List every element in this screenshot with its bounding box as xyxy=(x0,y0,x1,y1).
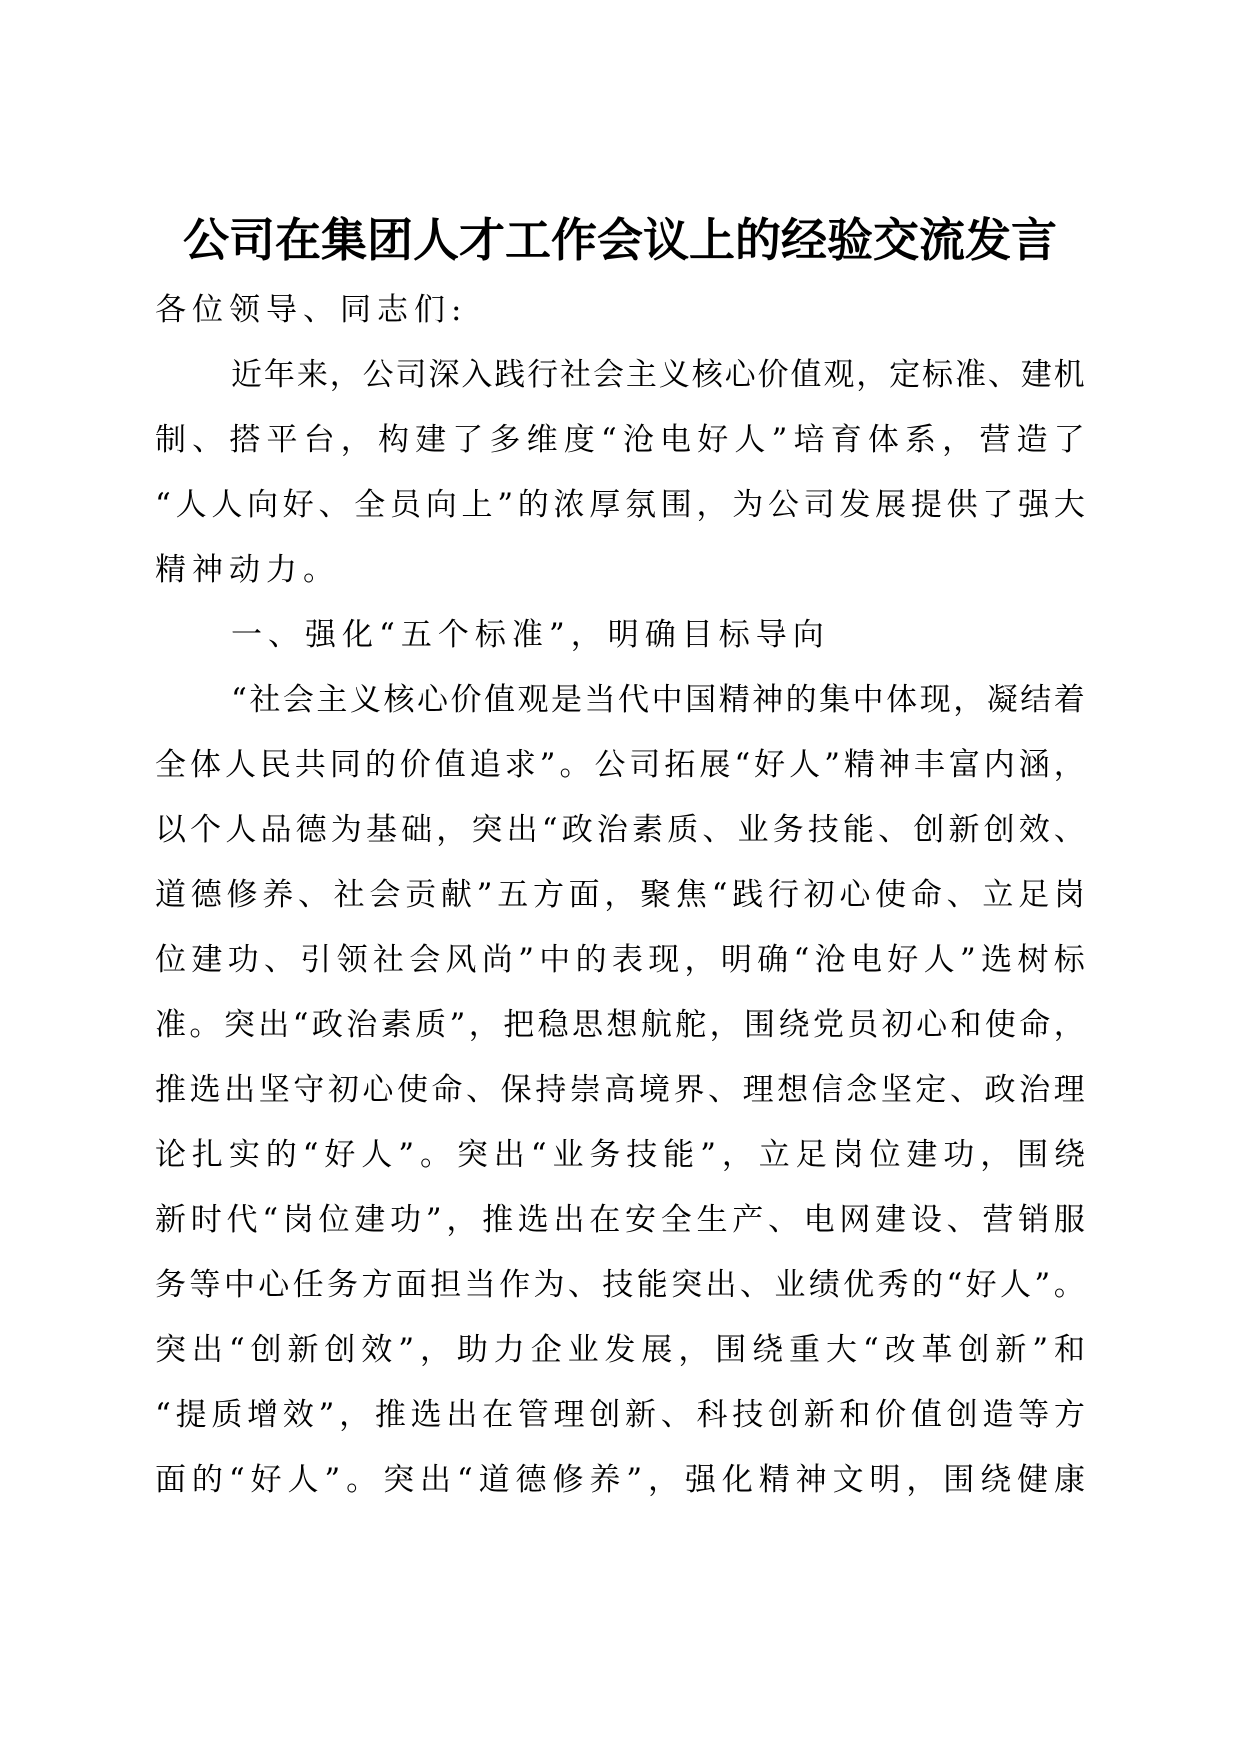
text-line: “ 提 质 增 效 ” ， 推 选 出 在 管 理 创 新 、 科 技 创 新 和 价 值 创 造 等 方 xyxy=(155,1397,1085,1433)
text-line: 推 选 出 坚 守 初 心 使 命 、 保 持 崇 高 境 界 、 理 想 信 念 坚 定 、 政 治 理 xyxy=(155,1072,1085,1108)
text-line: 各 位 领 导 、 同 志 们 : xyxy=(155,292,468,328)
text-line: 新 时 代 “ 岗 位 建 功 ” ， 推 选 出 在 安 全 生 产 、 电 网 建 设 、 营 销 服 xyxy=(155,1202,1085,1238)
text-line: 制 、 搭 平 台 ， 构 建 了 多 维 度 “ 沧 电 好 人 ” 培 育 体 系 ， 营 造 了 xyxy=(155,422,1085,458)
text-line: 精 神 动 力 。 xyxy=(155,552,340,588)
text-line: 近 年 来 ， 公 司 深 入 践 行 社 会 主 义 核 心 价 值 观 ， 定 标 准 、 建 机 xyxy=(231,357,1085,393)
text-line: “ 人 人 向 好 、 全 员 向 上 ” 的 浓 厚 氛 围 ， 为 公 司 发 展 提 供 了 强 大 xyxy=(155,487,1085,523)
text-line: 务 等 中 心 任 务 方 面 担 当 作 为 、 技 能 突 出 、 业 绩 优 秀 的 “ 好 人 ” 。 xyxy=(155,1267,1085,1303)
text-line: 道 德 修 养 、 社 会 贡 献 ” 五 方 面 ， 聚 焦 “ 践 行 初 心 使 命 、 立 足 岗 xyxy=(155,877,1085,913)
document-body xyxy=(155,278,1085,1513)
text-line: 一 、 强 化 “ 五 个 标 准 ” ， 明 确 目 标 导 向 xyxy=(231,617,830,653)
text-line: 位 建 功 、 引 领 社 会 风 尚 ” 中 的 表 现 ， 明 确 “ 沧 电 好 人 ” 选 树 标 xyxy=(155,942,1085,978)
text-line: 全 体 人 民 共 同 的 价 值 追 求 ” 。 公 司 拓 展 “ 好 人 ” 精 神 丰 富 内 涵 ， xyxy=(155,747,1085,783)
text-line: 突 出 “ 创 新 创 效 ” ， 助 力 企 业 发 展 ， 围 绕 重 大 “ 改 革 创 新 ” 和 xyxy=(155,1332,1085,1368)
text-line: 论 扎 实 的 “ 好 人 ” 。 突 出 “ 业 务 技 能 ” ， 立 足 岗 位 建 功 ， 围 绕 xyxy=(155,1137,1085,1173)
text-line: “ 社 会 主 义 核 心 价 值 观 是 当 代 中 国 精 神 的 集 中 体 现 ， 凝 结 着 xyxy=(231,682,1085,718)
document-title: 公司在集团人才工作会议上的经验交流发言 xyxy=(183,213,1057,267)
text-line: 面 的 “ 好 人 ” 。 突 出 “ 道 德 修 养 ” ， 强 化 精 神 文 明 ， 围 绕 健 康 xyxy=(155,1462,1085,1498)
text-line: 以 个 人 品 德 为 基 础 ， 突 出 “ 政 治 素 质 、 业 务 技 能 、 创 新 创 效 、 xyxy=(155,812,1085,848)
text-line: 准 。 突 出 “ 政 治 素 质 ” ， 把 稳 思 想 航 舵 ， 围 绕 党 员 初 心 和 使 命 ， xyxy=(155,1007,1085,1043)
